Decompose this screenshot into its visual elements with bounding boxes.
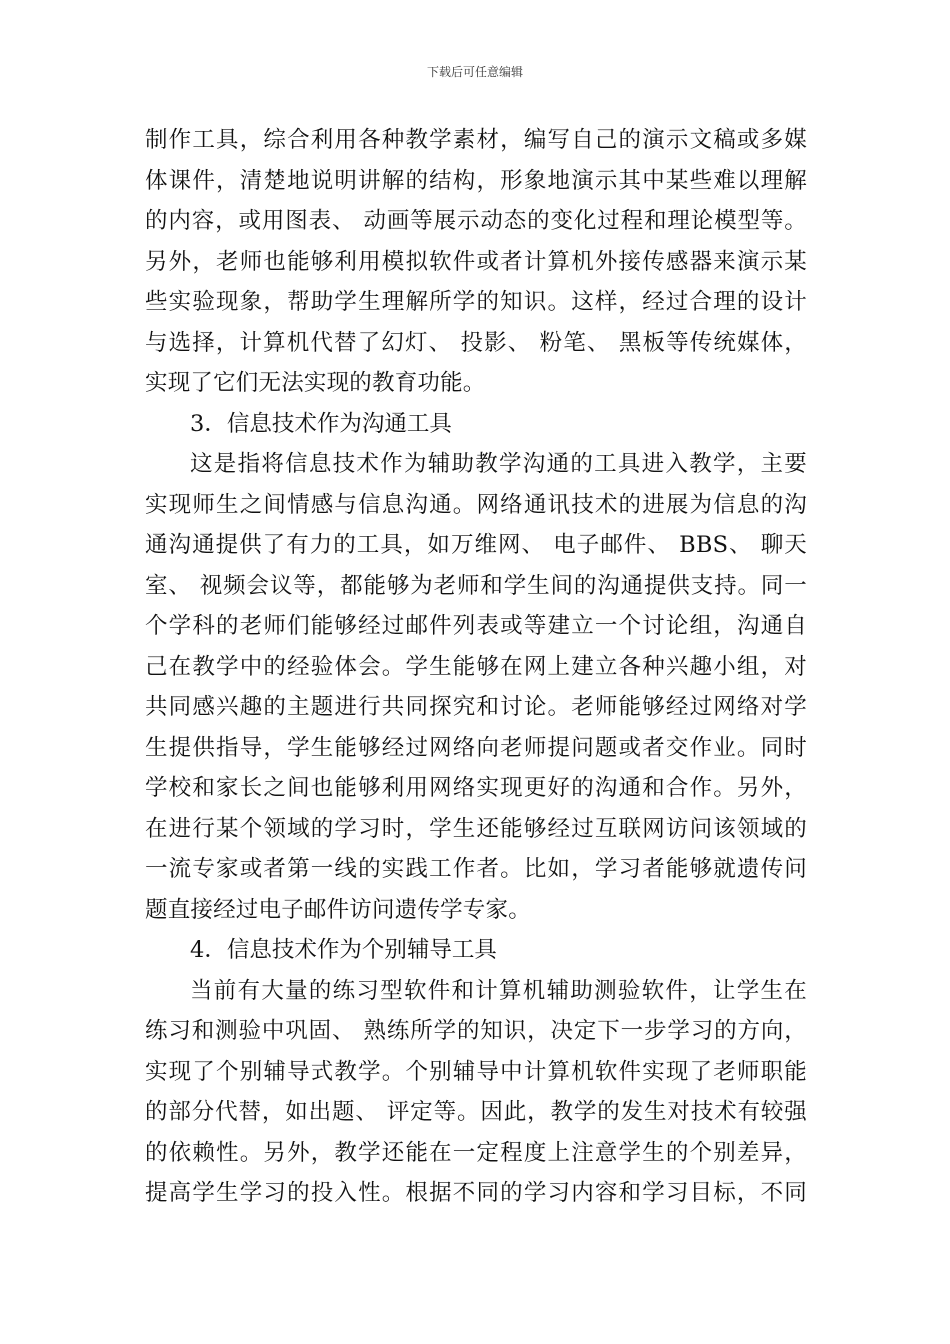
text-line: 练习和测验中巩固、 熟练所学的知识，决定下一步学习的方向，: [145, 1018, 807, 1044]
text-line: 另外，老师也能够利用模拟软件或者计算机外接传感器来演示某: [145, 248, 807, 275]
text-line: 己在教学中的经验体会。学生能够在网上建立各种兴趣小组，对: [145, 653, 807, 680]
text-line: 实现了个别辅导式教学。个别辅导中计算机软件实现了老师职能: [145, 1058, 807, 1085]
text-line: 体课件，清楚地说明讲解的结构，形象地演示其中某些难以理解: [145, 167, 807, 194]
text-line: 的内容，或用图表、 动画等展示动态的变化过程和理论模型等。: [145, 208, 807, 234]
text-line: 的依赖性。另外，教学还能在一定程度上注意学生的个别差异，: [145, 1139, 807, 1166]
text-line: 一流专家或者第一线的实践工作者。比如，学习者能够就遗传问: [145, 856, 807, 882]
text-line: 实现了它们无法实现的教育功能。: [145, 370, 486, 396]
section-heading-communication-tool: 3．信息技术作为沟通工具: [190, 410, 452, 437]
text-line: 实现师生之间情感与信息沟通。网络通讯技术的进展为信息的沟: [145, 491, 807, 518]
text-line: 与选择，计算机代替了幻灯、 投影、 粉笔、 黑板等传统媒体，: [145, 329, 807, 356]
text-line: 题直接经过电子邮件访问遗传学专家。: [145, 896, 531, 923]
paragraph-tutoring: [145, 971, 807, 1214]
paragraph-media-tools: [145, 120, 807, 404]
text-line: 的部分代替，如出题、 评定等。因此，教学的发生对技术有较强: [145, 1099, 807, 1125]
text-line: 在进行某个领域的学习时，学生还能够经过互联网访问该领域的: [145, 815, 807, 842]
text-line: 些实验现象，帮助学生理解所学的知识。这样，经过合理的设计: [145, 289, 807, 315]
text-line: 通沟通提供了有力的工具，如万维网、 电子邮件、 BBS、 聊天: [145, 532, 807, 558]
paragraph-communication: [145, 444, 807, 930]
text-line: 生提供指导，学生能够经过网络向老师提问题或者交作业。同时: [145, 734, 807, 761]
text-line: 提高学生学习的投入性。根据不同的学习内容和学习目标，不同: [145, 1180, 807, 1206]
text-line: 个学科的老师们能够经过邮件列表或等建立一个讨论组，沟通自: [145, 613, 807, 639]
text-line: 室、 视频会议等，都能够为老师和学生间的沟通提供支持。同一: [145, 572, 807, 599]
text-line: 制作工具，综合利用各种教学素材，编写自己的演示文稿或多媒: [145, 127, 807, 153]
page-header: 下载后可任意编辑: [426, 65, 523, 79]
document-body: [145, 120, 807, 1214]
text-line: 这是指将信息技术作为辅助教学沟通的工具进入教学，主要: [190, 451, 807, 477]
text-line: 共同感兴趣的主题进行共同探究和讨论。老师能够经过网络对学: [145, 694, 807, 720]
text-line: 学校和家长之间也能够利用网络实现更好的沟通和合作。另外，: [145, 775, 807, 801]
text-line: 当前有大量的练习型软件和计算机辅助测验软件，让学生在: [190, 977, 807, 1004]
section-heading-tutoring-tool: 4．信息技术作为个别辅导工具: [190, 937, 497, 963]
